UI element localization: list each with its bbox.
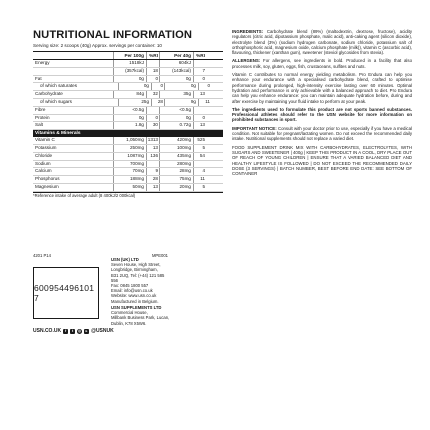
twitter-icon[interactable]: t [71, 329, 74, 333]
nutrient-name: Magnesium [35, 183, 59, 189]
nutrient-name: Energy [35, 60, 50, 65]
table-row [33, 99, 223, 107]
ri-percent [146, 107, 159, 114]
important-label: IMPORTANT NOTICE: [232, 125, 277, 131]
table-header [33, 52, 223, 60]
ri-percent: 525 [193, 137, 206, 144]
address-line: USN SUPPLEMENTS LTD [111, 305, 162, 310]
nutrient-name: Calcium [35, 168, 52, 174]
sport-statement: The ingredients used to formulate this product are not sports banned substances. Professional athletes should refer to the USN website for more information on prohibited substances in sport. [232, 106, 412, 123]
ri-percent: 136 [146, 153, 159, 160]
address-line: B31 2UQ, Tel: (+44) 121 585 556 [111, 272, 165, 283]
ri-percent: 5 [193, 145, 206, 152]
uk-address [111, 257, 171, 304]
ri-percent: 30 [146, 122, 159, 129]
nutrition-table [33, 51, 223, 193]
nutrient-name: Vitamin C [35, 137, 55, 143]
ingredients-block [232, 29, 412, 55]
per-100g-value: 1518kJ [113, 60, 146, 67]
claims-text: Vitamin C contributes to normal energy yielding metabolism. Pro Endura can help you enhance your endurance with a specialised carbohydrate blend, crafted to optimise performance during prolonged, high-intensity exercise lasting over 60 minutes. Optimal hydration and performance is only achievable with a balanced approach to diet. Pro Endura can help you enhance endurance: you can maintain adequate hydration before, during and after exercise by maintaining your fluid intake to perform at your peak. [232, 72, 412, 104]
ri-percent [193, 107, 206, 114]
per-serving-value: 28mg [159, 168, 193, 175]
nutrient-name: Salt [35, 122, 43, 128]
nutrient-name: Fat [35, 75, 42, 81]
per-serving-value: 0g [159, 115, 193, 122]
address-line: Longbridge, Birmingham, [111, 267, 158, 273]
code-left: 4201 P14 [33, 253, 51, 258]
ri-percent: 13 [146, 145, 159, 152]
ri-percent: 13 [193, 122, 206, 129]
nutrition-panel [33, 29, 223, 199]
table-row [33, 153, 223, 161]
nutrient-name: Carbohydrate [35, 91, 63, 97]
address-line: Fax: 0845 1800 557 [111, 283, 149, 289]
ingredients-panel [232, 29, 412, 179]
table-row [33, 115, 223, 123]
nutrient-name [33, 68, 113, 75]
nutrient-name: Sodium [35, 160, 51, 166]
per-serving-value: 75mg [159, 176, 193, 183]
ri-percent: 7 [193, 68, 206, 75]
facebook-icon[interactable]: f [64, 329, 67, 333]
address-line: Dublin, K78 X5W6. [111, 320, 147, 326]
nutrient-name: Phosphorus [35, 176, 60, 182]
storage-warning-text: FOOD SUPPLEMENT DRINK MIX WITH CARBOHYDRATES, ELECTROLYTES, WITH SUGARS AND SWEETENER | 400g | KEEP THIS PRODUCT IN A COOL, DRY PLACE OUT OF REACH OF YOUNG CHILDREN | ENSURE THAT A VARIED BALANCED DIET AND HEALTHY LIFESTYLE IS FOLLOWED | DO NOT EXCEED THE RECOMMENDED DAILY DOSE (3 SERVINGS) | BATCH NUMBER, BEST BEFORE END DATE: SEE BOTTOM OF CONTAINER [232, 144, 412, 177]
code-right: MPE001 [151, 253, 168, 258]
ireland-address [111, 305, 173, 326]
social-footer [33, 328, 114, 334]
ri-percent: 18 [146, 68, 159, 75]
ri-percent: 1313 [147, 137, 158, 143]
important-text: Consult with your doctor prior to use, especially if you have a medical condition. Not suitable for pregnant/lactating women. Do not exceed the recommended daily intake. Nutritional supplements should not replace a varied diet. [232, 125, 412, 142]
per-serving-value: <0.5g [159, 107, 193, 114]
table-row [33, 122, 223, 130]
ri-percent: 0 [193, 115, 206, 122]
per-100g-value: 188mg [113, 176, 146, 183]
ri-percent [146, 60, 159, 67]
per-100g-value: 50mg [113, 184, 146, 191]
per-serving-value: 420mg [159, 137, 193, 144]
ri-percent: 0 [193, 76, 206, 83]
nutrient-name: Potassium [35, 144, 57, 150]
per-100g-value: (357kcal) [113, 68, 146, 75]
per-100g-value: 700mg [113, 161, 146, 168]
barcode-box [33, 267, 99, 319]
column-header: Per 100g [113, 52, 146, 59]
ri-percent: 0 [146, 115, 159, 122]
nutrient-name: Chloride [35, 152, 53, 158]
per-serving-value: 100mg [159, 145, 193, 152]
per-serving-value: 0g [159, 76, 193, 83]
per-serving-value: 35g [159, 91, 193, 98]
ingredients-text: Carbohydrate blend (89%) (maltodextrin, dextrose, fructose), acidity regulators (citric acid, dipotassium phosphate, malic acid), anti-caking agent (silicon dioxide), electrolyte blend (3%) (sodium hydrogen carbonate, sodium chloride, potassium salt of orthophosphoric acid, magnesium oxide, calcium phosphate (milk)), vitamin C (ascorbic acid), flavouring, thickener (xanthan gum), sweetener (steviol glycosides from stevia). [232, 29, 412, 56]
address-line: USN (UK) LTD [111, 257, 139, 262]
table-row [33, 91, 223, 99]
per-100g-value: 250mg [113, 145, 146, 152]
nutrient-name: Protein [35, 114, 50, 120]
nutrient-name: of which saturates [40, 83, 78, 89]
ri-percent: 28 [151, 99, 164, 106]
table-row [33, 137, 223, 145]
nutrient-name: Fibre [35, 106, 46, 112]
youtube-icon[interactable]: ▸ [85, 329, 88, 333]
per-100g-value: 0g [113, 76, 146, 83]
instagram-icon[interactable]: ◎ [77, 329, 82, 333]
column-header: %RI [146, 52, 159, 59]
table-row [33, 184, 223, 192]
ri-percent: 0 [151, 83, 164, 90]
ri-percent: 11 [198, 99, 211, 106]
social-handle[interactable]: @USNUK [91, 328, 114, 334]
address-line: Commercial House, [111, 310, 148, 316]
ri-percent: 13 [193, 91, 206, 98]
barcode-number: 600954496101 7 [34, 283, 95, 303]
per-100g-value: 84g [113, 91, 146, 98]
per-100g-value: 1087mg [113, 153, 146, 160]
address-line: Website: www.usn.co.uk [111, 293, 157, 299]
vitamins-minerals-band: Vitamins & Minerals [33, 130, 223, 137]
table-row [33, 107, 223, 115]
table-row [33, 176, 223, 184]
ri-percent: 5 [193, 184, 206, 191]
per-100g-value: 25g [118, 99, 151, 106]
ri-percent: 4 [193, 168, 206, 175]
ri-percent [193, 60, 206, 67]
allergens-label: ALLERGENS: [232, 58, 261, 64]
column-header [33, 52, 113, 59]
nutrient-name: of which sugars [40, 98, 72, 104]
ingredients-label: INGREDIENTS: [232, 29, 264, 34]
per-serving-value: 20mg [159, 184, 193, 191]
table-row [33, 68, 223, 76]
per-serving-value: (143kcal) [159, 68, 193, 75]
important-block [232, 126, 412, 142]
table-row [33, 161, 223, 169]
ri-percent: 11 [193, 176, 206, 183]
serving-info: Serving size: 2 scoops (40g) Approx. servings per container: 10 [33, 43, 162, 48]
per-100g-value: 1,050mg [113, 137, 146, 144]
ri-percent [193, 161, 206, 168]
ri-percent: 54 [193, 153, 206, 160]
column-header: %RI [193, 52, 206, 59]
address-line: Seven House, High Street, [111, 262, 161, 268]
per-serving-value: 280mg [159, 161, 193, 168]
per-100g-value: <0.5g [113, 107, 146, 114]
per-serving-value: 9g [164, 99, 198, 106]
ri-percent: 9 [146, 168, 159, 175]
per-100g-value: 70mg [113, 168, 146, 175]
allergens-block [232, 58, 412, 69]
table-row [33, 76, 223, 84]
table-row [33, 145, 223, 153]
per-serving-value: 0g [164, 83, 198, 90]
per-100g-value: 1.8g [113, 122, 146, 129]
table-row [33, 60, 223, 68]
table-row [33, 83, 223, 91]
ri-percent: 0 [146, 76, 159, 83]
ri-percent: 28 [146, 176, 159, 183]
website-link[interactable]: USN.CO.UK [33, 328, 62, 334]
reference-intake-note: *Reference intake of average adult (8 400kJ/2 000kcal) [33, 192, 136, 198]
per-100g-value: 0g [118, 83, 151, 90]
address-line: Email: info@usn.co.uk [111, 288, 153, 294]
column-header: Per 40g [159, 52, 193, 59]
allergens-text: For allergens, see ingredients in bold. Produced in a facility that also processes milk, soy, gluten, eggs, fish, crustaceans, sulfites and nuts. [232, 58, 412, 69]
ri-percent: 0 [198, 83, 211, 90]
ri-percent: 32 [146, 91, 159, 98]
table-row [33, 168, 223, 176]
nutrition-title: NUTRITIONAL INFORMATION [33, 29, 193, 41]
per-serving-value: 435mg [159, 153, 193, 160]
address-line: Manufactured in Belgium. [111, 298, 159, 304]
per-100g-value: 0g [113, 115, 146, 122]
ri-percent [146, 161, 159, 168]
per-serving-value: 604kJ [159, 60, 193, 67]
address-line: Millbank Business Park, Lucan, [111, 315, 170, 321]
ri-percent: 13 [146, 184, 159, 191]
per-serving-value: 0.72g [159, 122, 193, 129]
